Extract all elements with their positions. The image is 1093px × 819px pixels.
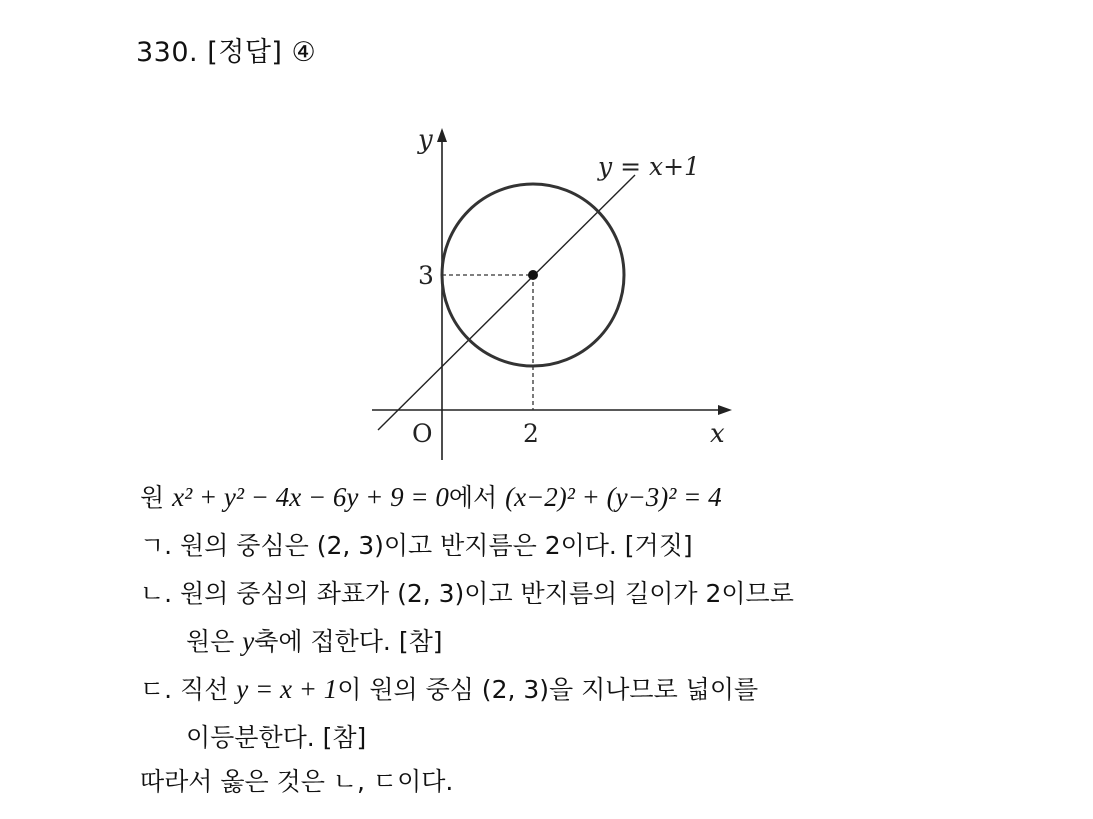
line-equation: y = x + 1 xyxy=(236,674,338,704)
problem-heading: 330. [정답] ④ xyxy=(136,37,317,68)
tick-label-y-3: 3 xyxy=(418,261,434,290)
tick-label-x-2: 2 xyxy=(523,419,539,448)
x-axis-label: x xyxy=(710,419,725,449)
origin-label: O xyxy=(412,419,433,448)
line-label: y = x+1 xyxy=(598,152,700,181)
solution-line-6 xyxy=(186,718,366,754)
equation-standard: (x−2)² + (y−3)² = 4 xyxy=(505,482,722,512)
line6-text: 이등분한다. [참] xyxy=(186,723,367,752)
solution-line-1 xyxy=(140,478,722,514)
x-axis-arrow xyxy=(718,405,732,415)
line5-text: 이 원의 중심 (2, 3)을 지나므로 넓이를 xyxy=(337,675,759,704)
y-axis-arrow xyxy=(437,128,447,142)
line4-pre: 원은 xyxy=(186,627,243,656)
line5-pre: 직선 xyxy=(180,675,237,704)
y-axis-label: y xyxy=(418,125,433,155)
statement-giyeok: 원의 중심은 (2, 3)이고 반지름은 2이다. [거짓] xyxy=(180,531,693,560)
line1-prefix: 원 xyxy=(140,483,173,512)
circle-line-graph xyxy=(360,120,740,465)
center-point xyxy=(528,270,538,280)
line-y-eq-x-plus-1 xyxy=(378,175,635,430)
conclusion-line xyxy=(140,762,453,798)
line4-text: 축에 접한다. [참] xyxy=(254,627,443,656)
solution-line-4 xyxy=(186,622,442,658)
solution-line-2 xyxy=(140,526,693,562)
equation-general: x² + y² − 4x − 6y + 9 = 0 xyxy=(172,482,449,512)
bullet-nieun: ㄴ. xyxy=(140,579,181,608)
bullet-giyeok: ㄱ. xyxy=(140,531,181,560)
conclusion-text: 따라서 옳은 것은 ㄴ, ㄷ이다. xyxy=(140,767,454,796)
solution-line-5 xyxy=(140,670,758,706)
line4-variable: y xyxy=(242,626,255,656)
solution-line-3 xyxy=(140,574,794,610)
statement-nieun: 원의 중심의 좌표가 (2, 3)이고 반지름의 길이가 2이므로 xyxy=(180,579,794,608)
line1-mid: 에서 xyxy=(448,483,506,512)
bullet-digeut: ㄷ. xyxy=(140,675,181,704)
graph-svg xyxy=(360,120,740,465)
